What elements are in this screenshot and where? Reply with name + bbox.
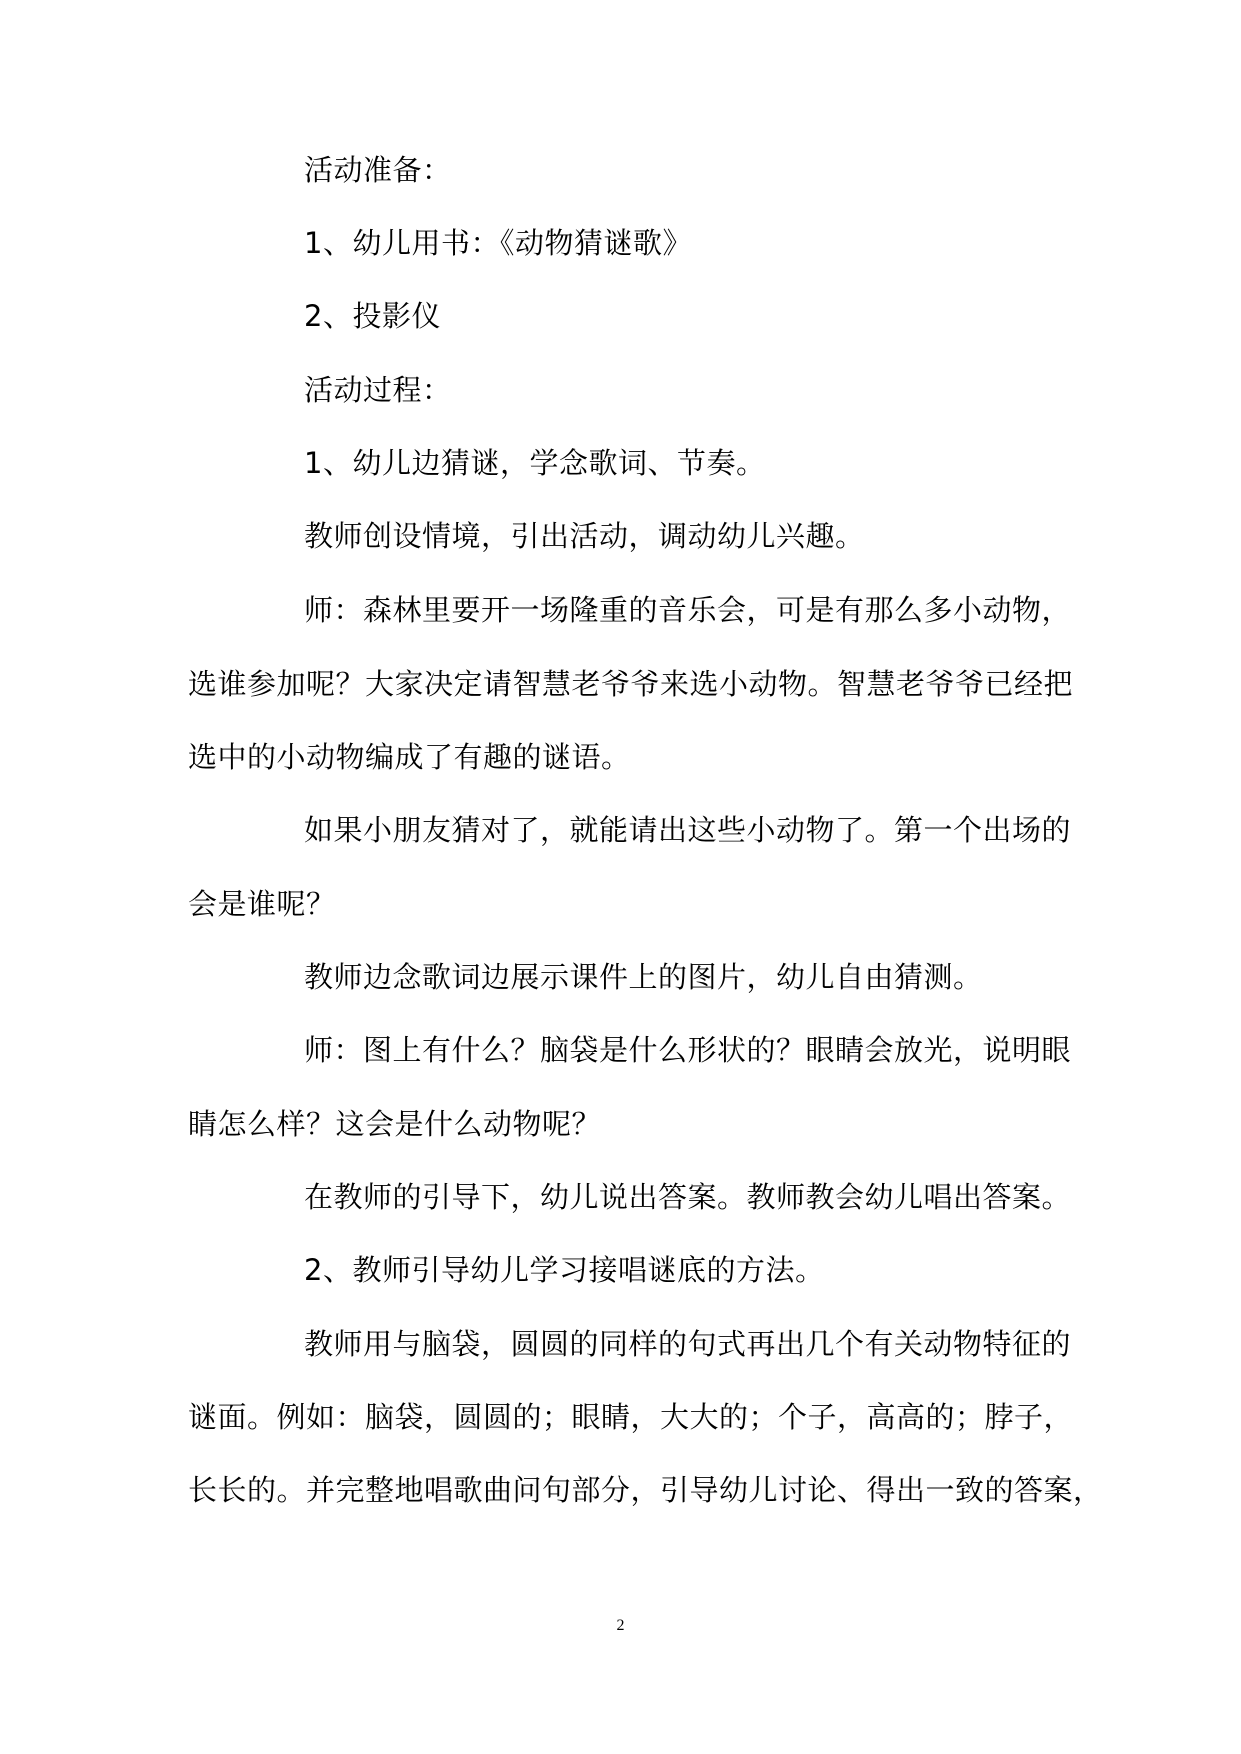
paragraph-line: 会是谁呢？ xyxy=(188,887,336,921)
paragraph-line: 教师边念歌词边展示课件上的图片，幼儿自由猜测。 xyxy=(304,960,983,994)
paragraph-line: 谜面。例如：脑袋，圆圆的；眼睛，大大的；个子，高高的；脖子， xyxy=(188,1400,1074,1434)
paragraph-line: 1、幼儿边猜谜，学念歌词、节奏。 xyxy=(304,446,766,480)
paragraph-line: 师：图上有什么？脑袋是什么形状的？眼睛会放光，说明眼 xyxy=(304,1033,1072,1067)
paragraph-line: 长长的。并完整地唱歌曲问句部分，引导幼儿讨论、得出一致的答案， xyxy=(188,1473,1103,1507)
paragraph-line: 2、投影仪 xyxy=(304,299,441,333)
paragraph-line: 教师用与脑袋，圆圆的同样的句式再出几个有关动物特征的 xyxy=(304,1327,1072,1361)
paragraph-line: 在教师的引导下，幼儿说出答案。教师教会幼儿唱出答案。 xyxy=(304,1180,1072,1214)
section-heading-process: 活动过程： xyxy=(304,373,452,407)
page-number: 2 xyxy=(616,1617,625,1634)
paragraph-line: 选中的小动物编成了有趣的谜语。 xyxy=(188,740,631,774)
section-heading-preparation: 活动准备： xyxy=(304,153,452,187)
paragraph-line: 2、教师引导幼儿学习接唱谜底的方法。 xyxy=(304,1253,825,1287)
paragraph-line: 睛怎么样？这会是什么动物呢？ xyxy=(188,1107,602,1141)
paragraph-line: 如果小朋友猜对了，就能请出这些小动物了。第一个出场的 xyxy=(304,813,1072,847)
paragraph-line: 选谁参加呢？大家决定请智慧老爷爷来选小动物。智慧老爷爷已经把 xyxy=(188,667,1074,701)
paragraph-line: 教师创设情境，引出活动，调动幼儿兴趣。 xyxy=(304,519,865,553)
paragraph-line: 师：森林里要开一场隆重的音乐会，可是有那么多小动物， xyxy=(304,593,1072,627)
paragraph-line: 1、幼儿用书：《动物猜谜歌》 xyxy=(304,226,692,260)
